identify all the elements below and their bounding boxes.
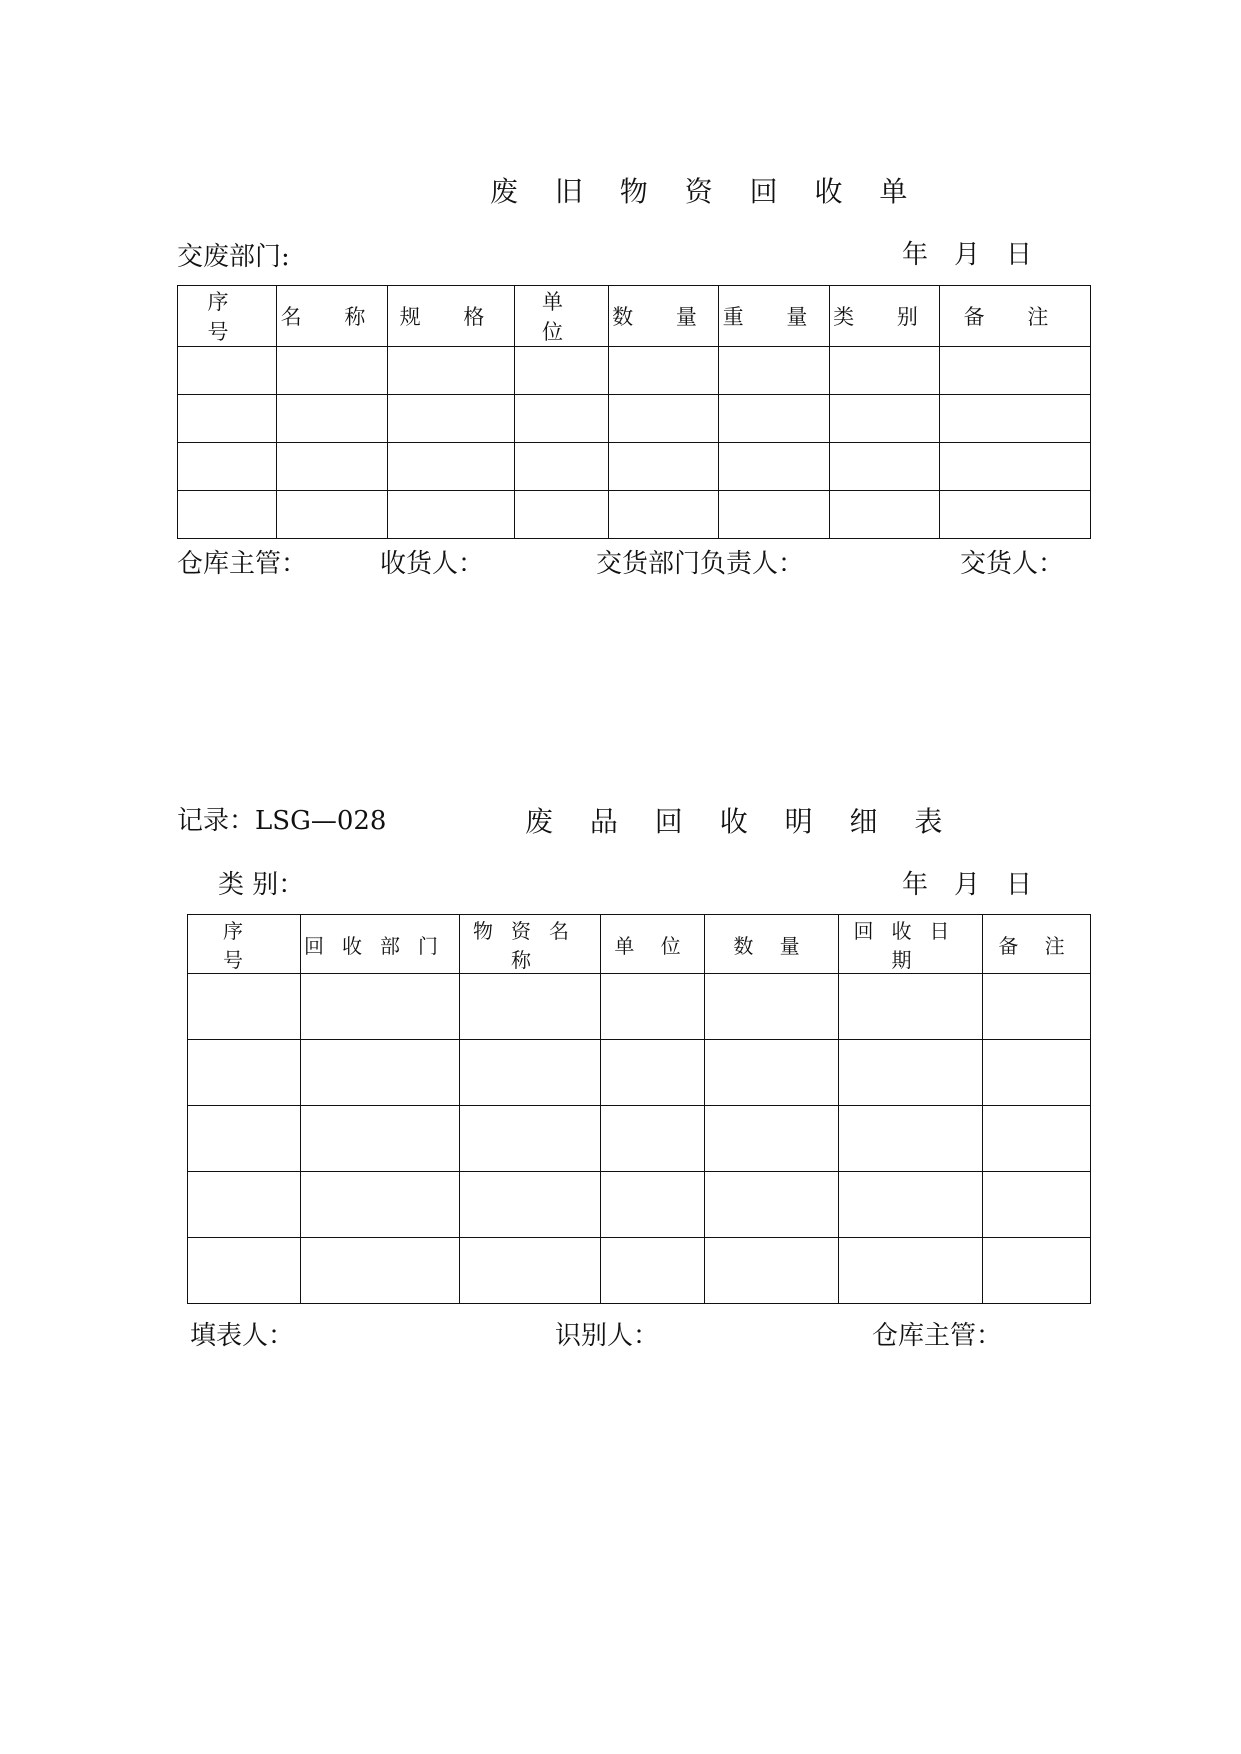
form2-table-cell[interactable] bbox=[601, 1040, 705, 1106]
form1-table-cell[interactable] bbox=[609, 347, 719, 395]
form1-table-cell[interactable] bbox=[719, 443, 830, 491]
form2-table-cell[interactable] bbox=[839, 1040, 983, 1106]
form1-table-cell[interactable] bbox=[178, 347, 277, 395]
form1-table-cell[interactable] bbox=[515, 347, 609, 395]
form2-table bbox=[187, 914, 1091, 1304]
form2-table-cell[interactable] bbox=[460, 1040, 601, 1106]
form1-header-row bbox=[178, 286, 1091, 347]
form2-table-cell[interactable] bbox=[188, 974, 301, 1040]
form2-table-cell[interactable] bbox=[601, 1238, 705, 1304]
form1-col-spec: 规 格 bbox=[388, 286, 515, 347]
form1-table-cell[interactable] bbox=[719, 491, 830, 539]
form2-header-row bbox=[188, 915, 1091, 974]
form2-footer-warehouse: 仓库主管： bbox=[872, 1321, 1003, 1351]
form2-category-label: 类 别： bbox=[218, 870, 305, 900]
form1-table-cell[interactable] bbox=[940, 395, 1091, 443]
form1-date-label: 年 月 日 bbox=[902, 240, 1033, 270]
form2-table-cell[interactable] bbox=[983, 1238, 1091, 1304]
form1-table-cell[interactable] bbox=[515, 395, 609, 443]
form1-table-cell[interactable] bbox=[388, 491, 515, 539]
form2-table-cell[interactable] bbox=[188, 1106, 301, 1172]
form1-table-cell[interactable] bbox=[940, 347, 1091, 395]
form2-col-seq: 序 号 bbox=[188, 915, 301, 974]
form2-table-cell[interactable] bbox=[705, 1106, 839, 1172]
form2-footer-identifier: 识别人： bbox=[555, 1321, 660, 1351]
form1-table-cell[interactable] bbox=[388, 395, 515, 443]
form1-table-cell[interactable] bbox=[515, 443, 609, 491]
form2-table-row bbox=[188, 1172, 1091, 1238]
form2-table-cell[interactable] bbox=[301, 1172, 460, 1238]
form2-table-cell[interactable] bbox=[601, 1106, 705, 1172]
form1-table-cell[interactable] bbox=[830, 443, 940, 491]
form2-col-dept: 回收部门 bbox=[301, 915, 460, 974]
form1-col-name: 名 称 bbox=[277, 286, 388, 347]
form1-footer-dept-head: 交货部门负责人： bbox=[596, 549, 805, 579]
form1-table-cell[interactable] bbox=[277, 347, 388, 395]
form1-footer-warehouse: 仓库主管： bbox=[177, 549, 308, 579]
form1-table-cell[interactable] bbox=[178, 443, 277, 491]
form2-col-quantity: 数 量 bbox=[705, 915, 839, 974]
form2-table-cell[interactable] bbox=[983, 1172, 1091, 1238]
form2-table-cell[interactable] bbox=[601, 974, 705, 1040]
form2-table-row bbox=[188, 1238, 1091, 1304]
form2-table-row bbox=[188, 1040, 1091, 1106]
form2-table-cell[interactable] bbox=[839, 1172, 983, 1238]
form1-col-unit: 单 位 bbox=[515, 286, 609, 347]
form2-table-cell[interactable] bbox=[705, 1238, 839, 1304]
form2-table-cell[interactable] bbox=[301, 974, 460, 1040]
form2-table-cell[interactable] bbox=[301, 1040, 460, 1106]
form2-col-material-name: 物资名称 bbox=[460, 915, 601, 974]
form2-col-remarks: 备 注 bbox=[983, 915, 1091, 974]
form2-table-cell[interactable] bbox=[301, 1238, 460, 1304]
form2-table-cell[interactable] bbox=[839, 974, 983, 1040]
form1-footer-receiver: 收货人： bbox=[380, 549, 485, 579]
form1-table-cell[interactable] bbox=[940, 443, 1091, 491]
form2-title: 废 品 回 收 明 细 表 bbox=[525, 805, 957, 838]
form1-table-cell[interactable] bbox=[830, 347, 940, 395]
form1-col-remarks: 备 注 bbox=[940, 286, 1091, 347]
form2-table-cell[interactable] bbox=[839, 1238, 983, 1304]
form2-table-cell[interactable] bbox=[705, 1172, 839, 1238]
form1-table-cell[interactable] bbox=[277, 491, 388, 539]
form1-table-row bbox=[178, 443, 1091, 491]
form2-table-cell[interactable] bbox=[601, 1172, 705, 1238]
form1-col-quantity: 数 量 bbox=[609, 286, 719, 347]
form2-table-cell[interactable] bbox=[460, 1106, 601, 1172]
form1-table-cell[interactable] bbox=[830, 395, 940, 443]
form2-table-cell[interactable] bbox=[983, 1040, 1091, 1106]
form1-table bbox=[177, 285, 1091, 539]
form2-table-cell[interactable] bbox=[188, 1040, 301, 1106]
form1-table-row bbox=[178, 395, 1091, 443]
form2-date-label: 年 月 日 bbox=[902, 870, 1033, 900]
form2-table-cell[interactable] bbox=[983, 1106, 1091, 1172]
form2-col-date: 回收日期 bbox=[839, 915, 983, 974]
form2-col-unit: 单 位 bbox=[601, 915, 705, 974]
form2-table-cell[interactable] bbox=[705, 1040, 839, 1106]
form1-footer-deliverer: 交货人： bbox=[960, 549, 1065, 579]
form2-table-cell[interactable] bbox=[460, 1238, 601, 1304]
form1-table-cell[interactable] bbox=[940, 491, 1091, 539]
form1-table-cell[interactable] bbox=[609, 395, 719, 443]
form2-table-cell[interactable] bbox=[301, 1106, 460, 1172]
form1-table-cell[interactable] bbox=[178, 491, 277, 539]
form1-table-row bbox=[178, 491, 1091, 539]
form1-table-cell[interactable] bbox=[515, 491, 609, 539]
form1-col-category: 类 别 bbox=[830, 286, 940, 347]
form1-dept-label: 交废部门: bbox=[177, 242, 290, 272]
form1-table-cell[interactable] bbox=[609, 491, 719, 539]
form1-table-row bbox=[178, 347, 1091, 395]
form2-table-cell[interactable] bbox=[460, 974, 601, 1040]
form1-table-cell[interactable] bbox=[178, 395, 277, 443]
form1-table-cell[interactable] bbox=[277, 395, 388, 443]
form2-record-number: 记录：LSG—028 bbox=[177, 806, 387, 836]
form2-table-cell[interactable] bbox=[839, 1106, 983, 1172]
form1-title: 废 旧 物 资 回 收 单 bbox=[490, 175, 922, 208]
form2-table-cell[interactable] bbox=[188, 1238, 301, 1304]
form1-col-weight: 重 量 bbox=[719, 286, 830, 347]
form1-table-cell[interactable] bbox=[719, 395, 830, 443]
form2-footer-filler: 填表人： bbox=[190, 1321, 295, 1351]
form1-table-cell[interactable] bbox=[277, 443, 388, 491]
form1-table-cell[interactable] bbox=[830, 491, 940, 539]
form2-table-row bbox=[188, 1106, 1091, 1172]
form2-table-row bbox=[188, 974, 1091, 1040]
form2-table-cell[interactable] bbox=[188, 1172, 301, 1238]
form1-table-cell[interactable] bbox=[719, 347, 830, 395]
form2-table-cell[interactable] bbox=[983, 974, 1091, 1040]
form1-table-cell[interactable] bbox=[388, 443, 515, 491]
form1-col-seq: 序 号 bbox=[178, 286, 277, 347]
form2-table-cell[interactable] bbox=[705, 974, 839, 1040]
form2-table-cell[interactable] bbox=[460, 1172, 601, 1238]
form1-table-cell[interactable] bbox=[388, 347, 515, 395]
form1-table-cell[interactable] bbox=[609, 443, 719, 491]
